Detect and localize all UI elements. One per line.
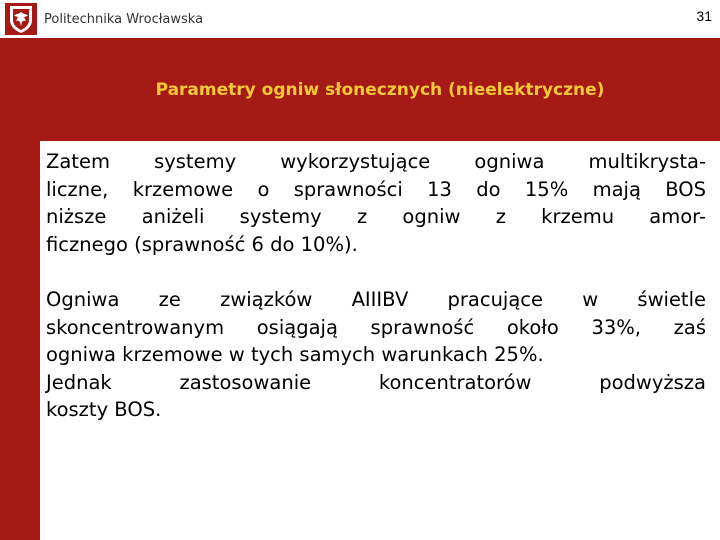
text-line: koszty BOS. [46,398,162,421]
paragraph-gap [46,258,706,286]
paragraph-2 [46,286,706,424]
text-line: Jednak zastosowanie koncentratorów podwyższa [46,370,706,394]
institution-logo [4,2,203,36]
page-number: 31 [696,8,712,24]
text-line: niższe aniżeli systemy z ogniw z krzemu amor- [46,205,706,228]
institution-name: Politechnika Wrocławska [44,11,204,27]
eagle-crest-icon [4,2,38,36]
text-line: Ogniwa ze związków AIIIBV pracujące w świetle [46,288,706,311]
text-line: ogniwa krzemowe w tych samych warunkach 25%. [46,343,544,366]
slide-title: Parametry ogniw słonecznych (nieelektryczne) [155,80,605,100]
text-line: skoncentrowanym osiągają sprawność około 33%, zaś [46,315,706,339]
text-line: Zatem systemy wykorzystujące ogniwa multikrysta- [46,150,706,173]
slide-content [46,148,706,424]
paragraph-1 [46,148,706,258]
left-accent-bar [0,38,40,540]
text-line: liczne, krzemowe o sprawności 13 do 15% mają BOS [46,177,706,201]
text-line: ficznego (sprawność 6 do 10%). [46,232,358,256]
